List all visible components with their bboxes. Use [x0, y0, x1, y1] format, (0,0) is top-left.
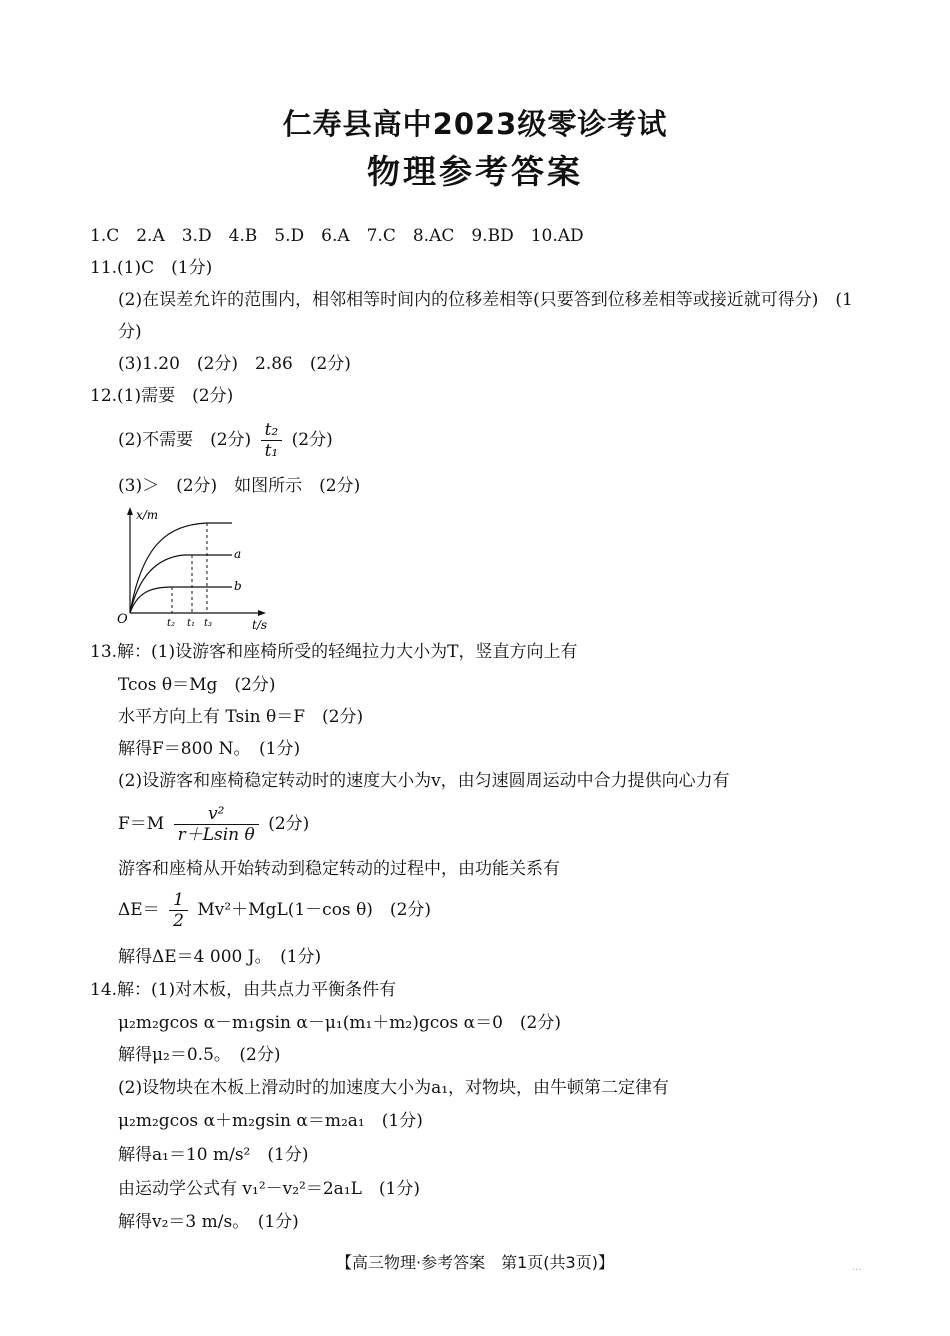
mc-answers: 1.C 2.A 3.D 4.B 5.D 6.A 7.C 8.AC 9.BD 10.AD: [90, 226, 584, 246]
q14-line1: 14.解：(1)对木板，由共点力平衡条件有: [90, 980, 397, 1000]
curve-a: [130, 555, 232, 613]
q12-part3: (3)＞ (2分) 如图所示 (2分): [118, 476, 361, 496]
q12-fraction-num: t₂: [261, 420, 283, 441]
q13-line3: 水平方向上有 Tsin θ＝F (2分): [118, 707, 364, 727]
q12-part2: [118, 420, 333, 461]
q13-line6: [118, 804, 309, 845]
graph-tick-t2: t₂: [167, 618, 176, 629]
q13-line8: [118, 890, 431, 931]
q13-fraction: [174, 804, 259, 845]
graph-tick-t3: t₃: [204, 618, 213, 629]
graph-tick-t1: t₁: [187, 618, 196, 629]
title-line-2: 物理参考答案: [367, 152, 583, 191]
q13-line8-suffix: Mv²＋MgL(1－cos θ) (2分): [197, 900, 432, 920]
q14-line6: 解得a₁＝10 m/s² (1分): [118, 1145, 309, 1165]
q12-fraction-den: t₁: [264, 441, 279, 461]
y-axis-arrow: [127, 507, 133, 515]
q13-half-num: 1: [169, 890, 188, 911]
q13-half-fraction: [169, 890, 188, 931]
q14-line3: 解得μ₂＝0.5。 (2分): [118, 1045, 281, 1065]
q11-part1: 11.(1)C (1分): [90, 258, 213, 278]
q13-fraction-num: v²: [174, 804, 259, 825]
q14-line7: 由运动学公式有 v₁²－v₂²＝2a₁L (1分): [118, 1179, 421, 1199]
title-line-1: 仁寿县高中2023级零诊考试: [282, 107, 668, 141]
q13-fraction-den: r＋Lsin θ: [177, 825, 255, 845]
curve-top: [130, 523, 232, 613]
q11-part2: (2)在误差允许的范围内，相邻相等时间内的位移差相等(只要答到位移差相等或接近就可得分) (1分): [118, 290, 853, 342]
graph-origin: O: [117, 612, 128, 627]
q12-part2-suffix: (2分): [291, 430, 333, 450]
q12-graph: [112, 505, 272, 630]
q11-part3: (3)1.20 (2分) 2.86 (2分): [118, 354, 351, 374]
corner-dots: ...: [852, 1262, 862, 1273]
graph-ylabel: x/m: [136, 508, 159, 522]
q14-line4: (2)设物块在木板上滑动时的加速度大小为a₁，对物块，由牛顿第二定律有: [118, 1078, 670, 1098]
q13-line1: 13.解：(1)设游客和座椅所受的轻绳拉力大小为T，竖直方向上有: [90, 642, 578, 662]
curve-b: [130, 587, 232, 613]
q14-line8: 解得v₂＝3 m/s。 (1分): [118, 1212, 299, 1232]
q13-line6-suffix: (2分): [268, 814, 310, 834]
q12-fraction: [261, 420, 283, 461]
q13-line5: (2)设游客和座椅稳定转动时的速度大小为v，由匀速圆周运动中合力提供向心力有: [118, 771, 730, 791]
q13-line2: Tcos θ＝Mg (2分): [118, 675, 276, 695]
q13-line6-prefix: F＝M: [118, 814, 165, 834]
q13-line8-prefix: ΔE＝: [118, 900, 160, 920]
q13-half-den: 2: [173, 911, 184, 931]
page-footer: 【高三物理·参考答案 第1页(共3页)】: [336, 1253, 614, 1272]
q14-line2: μ₂m₂gcos α－m₁gsin α－μ₁(m₁＋m₂)gcos α＝0 (2分): [118, 1013, 561, 1033]
q12-part2-prefix: (2)不需要 (2分): [118, 430, 252, 450]
graph-label-b: b: [234, 579, 242, 593]
q13-line9: 解得ΔE＝4 000 J。 (1分): [118, 947, 322, 967]
q14-line5: μ₂m₂gcos α＋m₂gsin α＝m₂a₁ (1分): [118, 1111, 423, 1131]
graph-xlabel: t/s: [252, 618, 268, 630]
q13-line7: 游客和座椅从开始转动到稳定转动的过程中，由功能关系有: [118, 859, 560, 879]
q12-part1: 12.(1)需要 (2分): [90, 386, 234, 406]
x-axis-arrow: [258, 610, 266, 616]
graph-label-a: a: [234, 547, 242, 561]
q13-line4: 解得F＝800 N。 (1分): [118, 739, 301, 759]
